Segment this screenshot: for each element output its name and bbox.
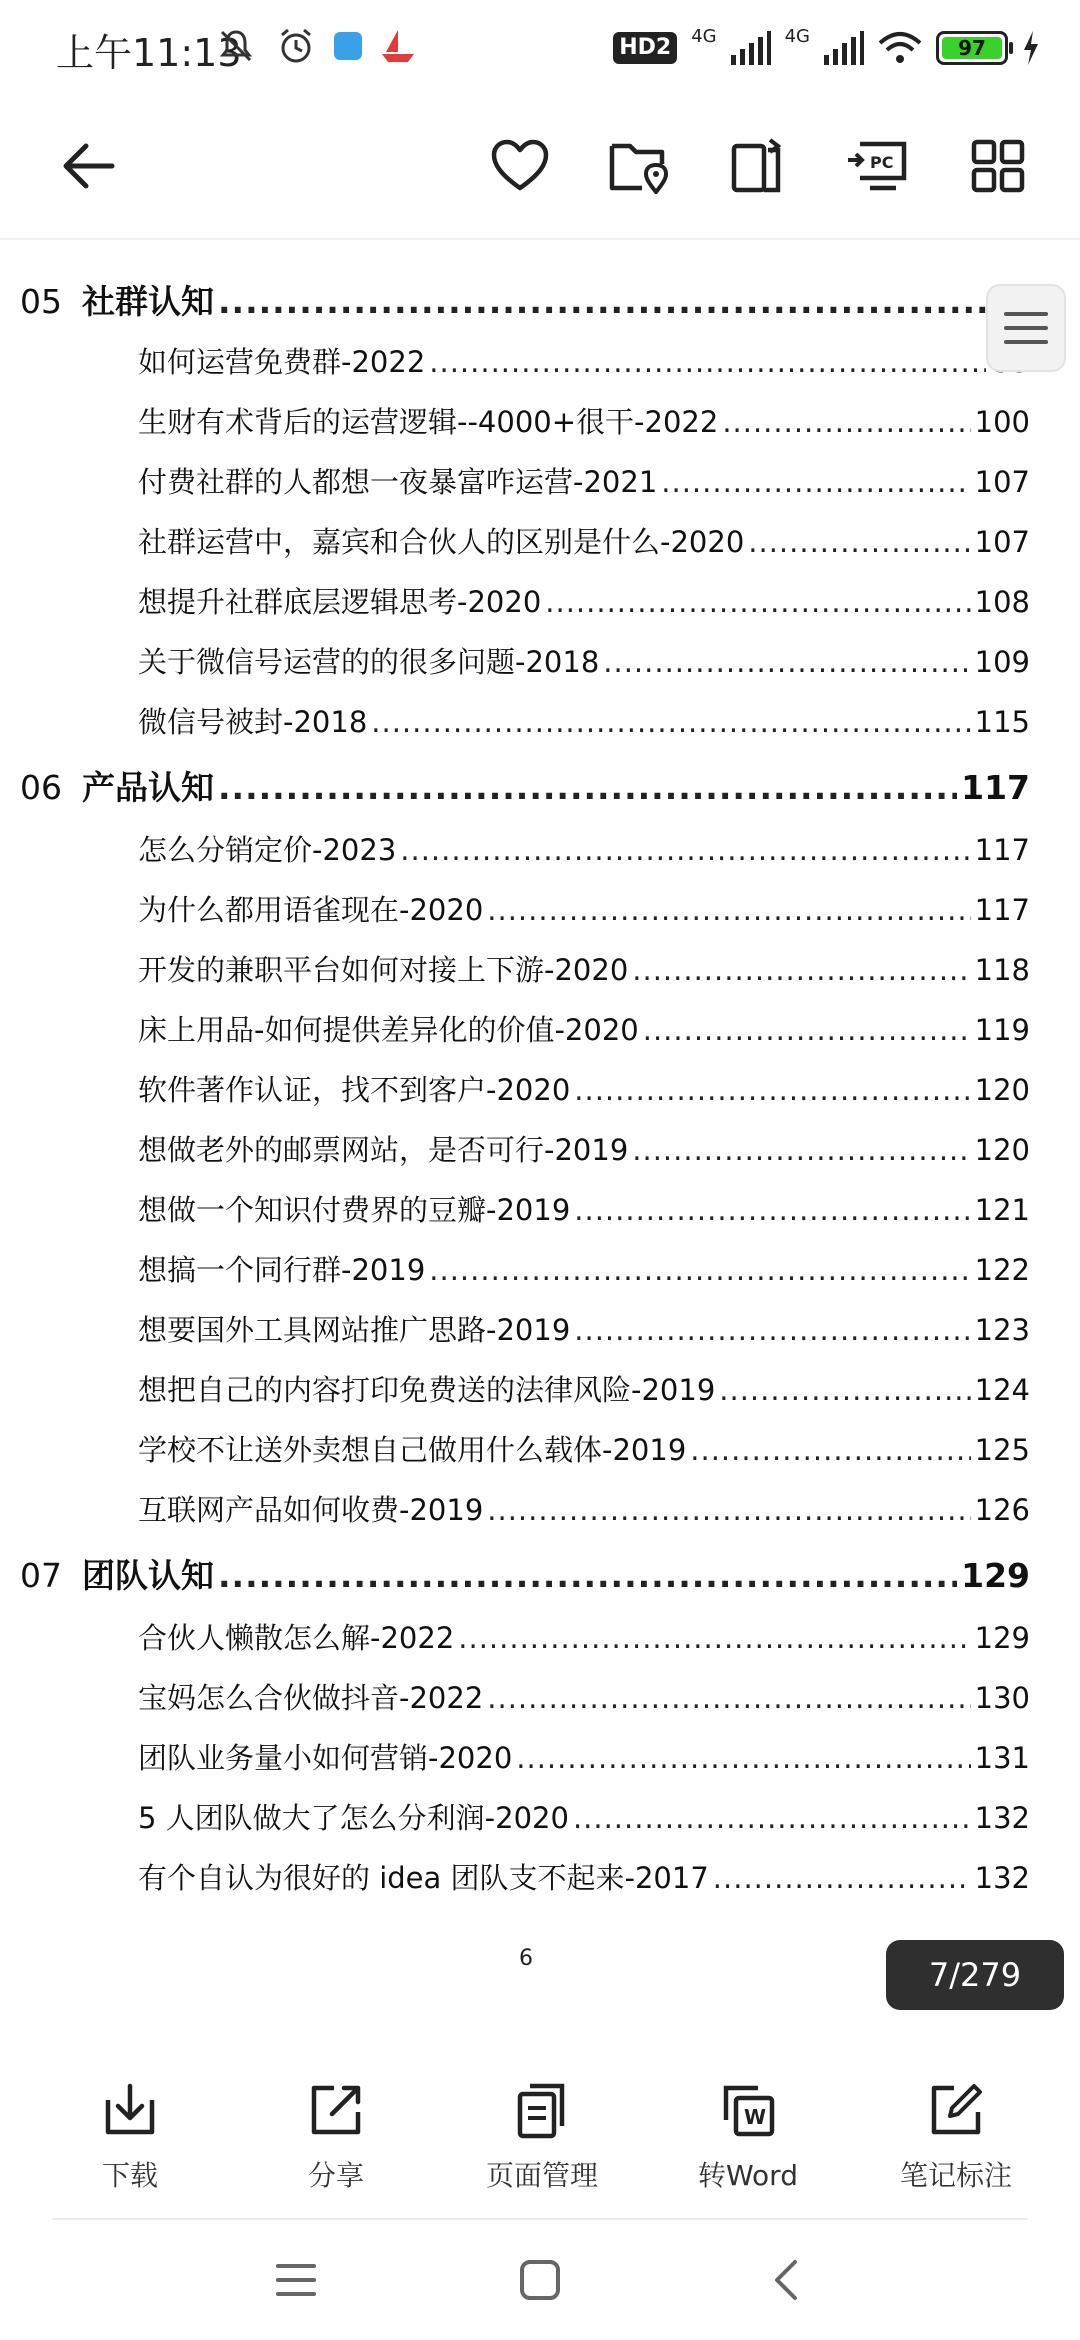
leader-dots — [574, 1313, 970, 1347]
system-back-button[interactable] — [746, 2250, 826, 2310]
leader-dots — [632, 1133, 970, 1167]
toc-item-title: 想提升社群底层逻辑思考-2020 — [138, 585, 542, 619]
toc-item[interactable] — [138, 948, 1030, 989]
leader-dots — [487, 1681, 970, 1715]
leader-dots — [713, 1861, 971, 1895]
chapter-number: 05 — [20, 282, 62, 321]
toc-item-page: 107 — [974, 525, 1030, 559]
toc-item[interactable] — [138, 1008, 1030, 1049]
chapter-title: 产品认知 — [82, 768, 214, 807]
toc-item[interactable] — [138, 1308, 1030, 1349]
leader-dots — [218, 1556, 957, 1595]
page-indicator: 7/279 — [886, 1940, 1064, 2010]
signal-icon-2 — [824, 31, 864, 65]
leader-dots — [690, 1433, 970, 1467]
signal-icon — [731, 31, 771, 65]
chapter-number: 07 — [20, 1556, 62, 1595]
toc-item-page: 121 — [974, 1193, 1030, 1227]
toc-item-title: 生财有术背后的运营逻辑--4000+很干-2022 — [138, 405, 719, 439]
leader-dots — [545, 585, 970, 619]
leader-dots — [218, 282, 986, 321]
toc-item-page: 131 — [974, 1741, 1030, 1775]
toc-item-page: 117 — [974, 833, 1030, 867]
svg-text:PC: PC — [870, 153, 894, 172]
toc-item-page: 109 — [974, 645, 1030, 679]
favorite-button[interactable] — [480, 126, 560, 206]
toc-item-page: 117 — [974, 893, 1030, 927]
toc-item-title: 想做老外的邮票网站，是否可行-2019 — [138, 1133, 629, 1167]
chapter-page: 117 — [961, 768, 1030, 807]
toc-item-page: 119 — [974, 1013, 1030, 1047]
toc-item[interactable] — [138, 640, 1030, 681]
home-button[interactable] — [500, 2250, 580, 2310]
page-manage-label: 页面管理 — [485, 2159, 598, 2192]
toc-item-title: 如何运营免费群-2022 — [138, 345, 426, 379]
grid-icon — [970, 138, 1026, 194]
toc-item-page: 108 — [974, 585, 1030, 619]
boat-app-icon — [378, 26, 418, 66]
toc-item-title: 想要国外工具网站推广思路-2019 — [138, 1313, 571, 1347]
charging-icon — [1022, 31, 1040, 65]
save-to-folder-button[interactable] — [600, 126, 680, 206]
bottom-action-bar — [0, 2060, 1080, 2220]
outline-menu-button[interactable] — [986, 284, 1066, 372]
toc-item[interactable] — [138, 1856, 1030, 1897]
leader-dots — [722, 405, 970, 439]
chapter-title: 团队认知 — [82, 1556, 214, 1595]
toc-item-title: 团队业务量小如何营销-2020 — [138, 1741, 513, 1775]
toc-item[interactable] — [138, 1736, 1030, 1777]
wifi-icon — [878, 31, 922, 65]
page-footer-number: 6 — [519, 1946, 533, 1971]
cast-to-pc-button[interactable] — [838, 126, 918, 206]
leader-dots — [400, 833, 970, 867]
toc-item-page: 100 — [974, 405, 1030, 439]
toc-item-title: 软件著作认证，找不到客户-2020 — [138, 1073, 571, 1107]
toc-item-title: 为什么都用语雀现在-2020 — [138, 893, 484, 927]
share-label: 分享 — [307, 2159, 364, 2192]
chapter-number: 06 — [20, 768, 62, 807]
top-toolbar — [0, 96, 1080, 240]
status-right — [613, 26, 1040, 70]
menu-icon — [274, 2260, 318, 2300]
toc-item[interactable] — [138, 580, 1030, 621]
leader-dots — [573, 1801, 971, 1835]
toc-item-page: 130 — [974, 1681, 1030, 1715]
network-label-2: 4G — [784, 25, 810, 47]
pc-cast-icon — [846, 138, 910, 194]
grid-view-button[interactable] — [958, 126, 1038, 206]
toc-item[interactable] — [138, 1428, 1030, 1469]
recent-apps-button[interactable] — [256, 2250, 336, 2310]
notes-label: 笔记标注 — [899, 2159, 1012, 2192]
toc-item-title: 宝妈怎么合伙做抖音-2022 — [138, 1681, 484, 1715]
toc-item[interactable] — [138, 460, 1030, 501]
home-icon — [518, 2258, 562, 2302]
page-manage-button[interactable] — [452, 2080, 632, 2194]
toc-item-page: 120 — [974, 1133, 1030, 1167]
toc-item-page: 132 — [974, 1801, 1030, 1835]
toc-item[interactable] — [138, 1796, 1030, 1837]
leader-dots — [661, 465, 970, 499]
toc-item[interactable] — [138, 1068, 1030, 1109]
toc-item[interactable] — [138, 1368, 1030, 1409]
toc-chapter[interactable] — [20, 276, 1030, 323]
download-label: 下载 — [101, 2159, 158, 2192]
app-notification-icon — [334, 32, 362, 60]
leader-dots — [487, 1493, 970, 1527]
toc-item-page: 115 — [974, 705, 1030, 739]
pages-icon — [512, 2080, 572, 2140]
toc-item-title: 想做一个知识付费界的豆瓣-2019 — [138, 1193, 571, 1227]
toc-item-page: 120 — [974, 1073, 1030, 1107]
leader-dots — [719, 1373, 970, 1407]
toc-item[interactable] — [138, 700, 1030, 741]
leader-dots — [574, 1073, 970, 1107]
leader-dots — [371, 705, 970, 739]
leader-dots — [574, 1193, 970, 1227]
toc-item[interactable] — [138, 888, 1030, 929]
document-page[interactable] — [0, 240, 1080, 2000]
convert-word-label: 转Word — [698, 2159, 798, 2192]
leader-dots — [748, 525, 970, 559]
toc-item-page: 132 — [974, 1861, 1030, 1895]
notes-button[interactable] — [866, 2080, 1046, 2194]
back-button[interactable] — [48, 126, 128, 206]
toc-item-page: 107 — [974, 465, 1030, 499]
toc-item-page: 118 — [974, 953, 1030, 987]
leader-dots — [603, 645, 970, 679]
toc-item[interactable] — [138, 340, 1030, 381]
toc-item-title: 微信号被封-2018 — [138, 705, 368, 739]
rotate-screen-icon — [728, 136, 788, 196]
status-time: 上午11:13 — [56, 31, 242, 75]
toc-item-title: 床上用品-如何提供差异化的价值-2020 — [138, 1013, 639, 1047]
convert-word-button[interactable] — [658, 2080, 838, 2194]
toc-item[interactable] — [138, 1676, 1030, 1717]
battery-indicator — [936, 31, 1008, 65]
toc-item[interactable] — [138, 828, 1030, 869]
battery-level: 97 — [942, 37, 1002, 59]
toc-item[interactable] — [138, 520, 1030, 561]
folder-location-icon — [608, 138, 672, 194]
toc-item-title: 学校不让送外卖想自己做用什么载体-2019 — [138, 1433, 687, 1467]
hamburger-icon — [1002, 308, 1050, 348]
leader-dots — [643, 1013, 971, 1047]
toc-item-title: 互联网产品如何收费-2019 — [138, 1493, 484, 1527]
status-bar — [0, 0, 1080, 96]
system-navbar — [0, 2220, 1080, 2340]
alarm-icon — [276, 26, 316, 66]
toc-item-title: 社群运营中，嘉宾和合伙人的区别是什么-2020 — [138, 525, 745, 559]
toc-item-page: 125 — [974, 1433, 1030, 1467]
toc-item[interactable] — [138, 1248, 1030, 1289]
back-icon — [771, 2258, 801, 2302]
share-button[interactable] — [246, 2080, 426, 2194]
download-icon — [100, 2080, 160, 2140]
edit-note-icon — [926, 2080, 986, 2140]
toc-item[interactable] — [138, 400, 1030, 441]
network-label-1: 4G — [691, 25, 717, 47]
leader-dots — [487, 893, 970, 927]
leader-dots — [429, 1253, 970, 1287]
leader-dots — [218, 768, 957, 807]
toc-item-title: 怎么分销定价-2023 — [138, 833, 397, 867]
toc-item-page: 129 — [974, 1621, 1030, 1655]
toc-item-page: 126 — [974, 1493, 1030, 1527]
toc-item-title: 想把自己的内容打印免费送的法律风险-2019 — [138, 1373, 716, 1407]
toc-item-title: 开发的兼职平台如何对接上下游-2020 — [138, 953, 629, 987]
toc-item[interactable] — [138, 1128, 1030, 1169]
leader-dots — [458, 1621, 970, 1655]
toc-item-page: 124 — [974, 1373, 1030, 1407]
toc-item[interactable] — [138, 1616, 1030, 1657]
mute-icon — [216, 26, 256, 66]
share-icon — [306, 2080, 366, 2140]
toc-item-title: 5 人团队做大了怎么分利润-2020 — [138, 1801, 569, 1835]
toc-item-title: 合伙人懒散怎么解-2022 — [138, 1621, 455, 1655]
chapter-title: 社群认知 — [82, 282, 214, 321]
toc-item-title: 付费社群的人都想一夜暴富咋运营-2021 — [138, 465, 658, 499]
toc-chapter[interactable] — [20, 762, 1030, 809]
toc-chapter[interactable] — [20, 1550, 1030, 1597]
leader-dots — [429, 345, 986, 379]
leader-dots — [632, 953, 970, 987]
toc-item-page: 122 — [974, 1253, 1030, 1287]
toc-item[interactable] — [138, 1488, 1030, 1529]
word-convert-icon — [718, 2080, 778, 2140]
hd-badge: HD2 — [613, 32, 677, 64]
toc-item-title: 想搞一个同行群-2019 — [138, 1253, 426, 1287]
toc-item-page: 123 — [974, 1313, 1030, 1347]
toc-item-title: 有个自认为很好的 idea 团队支不起来-2017 — [138, 1861, 709, 1895]
heart-icon — [490, 138, 550, 194]
svg-text:W: W — [744, 2105, 767, 2129]
toc-item[interactable] — [138, 1188, 1030, 1229]
rotate-screen-button[interactable] — [718, 126, 798, 206]
toc-item-title: 关于微信号运营的的很多问题-2018 — [138, 645, 600, 679]
download-button[interactable] — [40, 2080, 220, 2194]
leader-dots — [516, 1741, 970, 1775]
chapter-page: 129 — [961, 1556, 1030, 1595]
arrow-left-icon — [58, 141, 118, 191]
